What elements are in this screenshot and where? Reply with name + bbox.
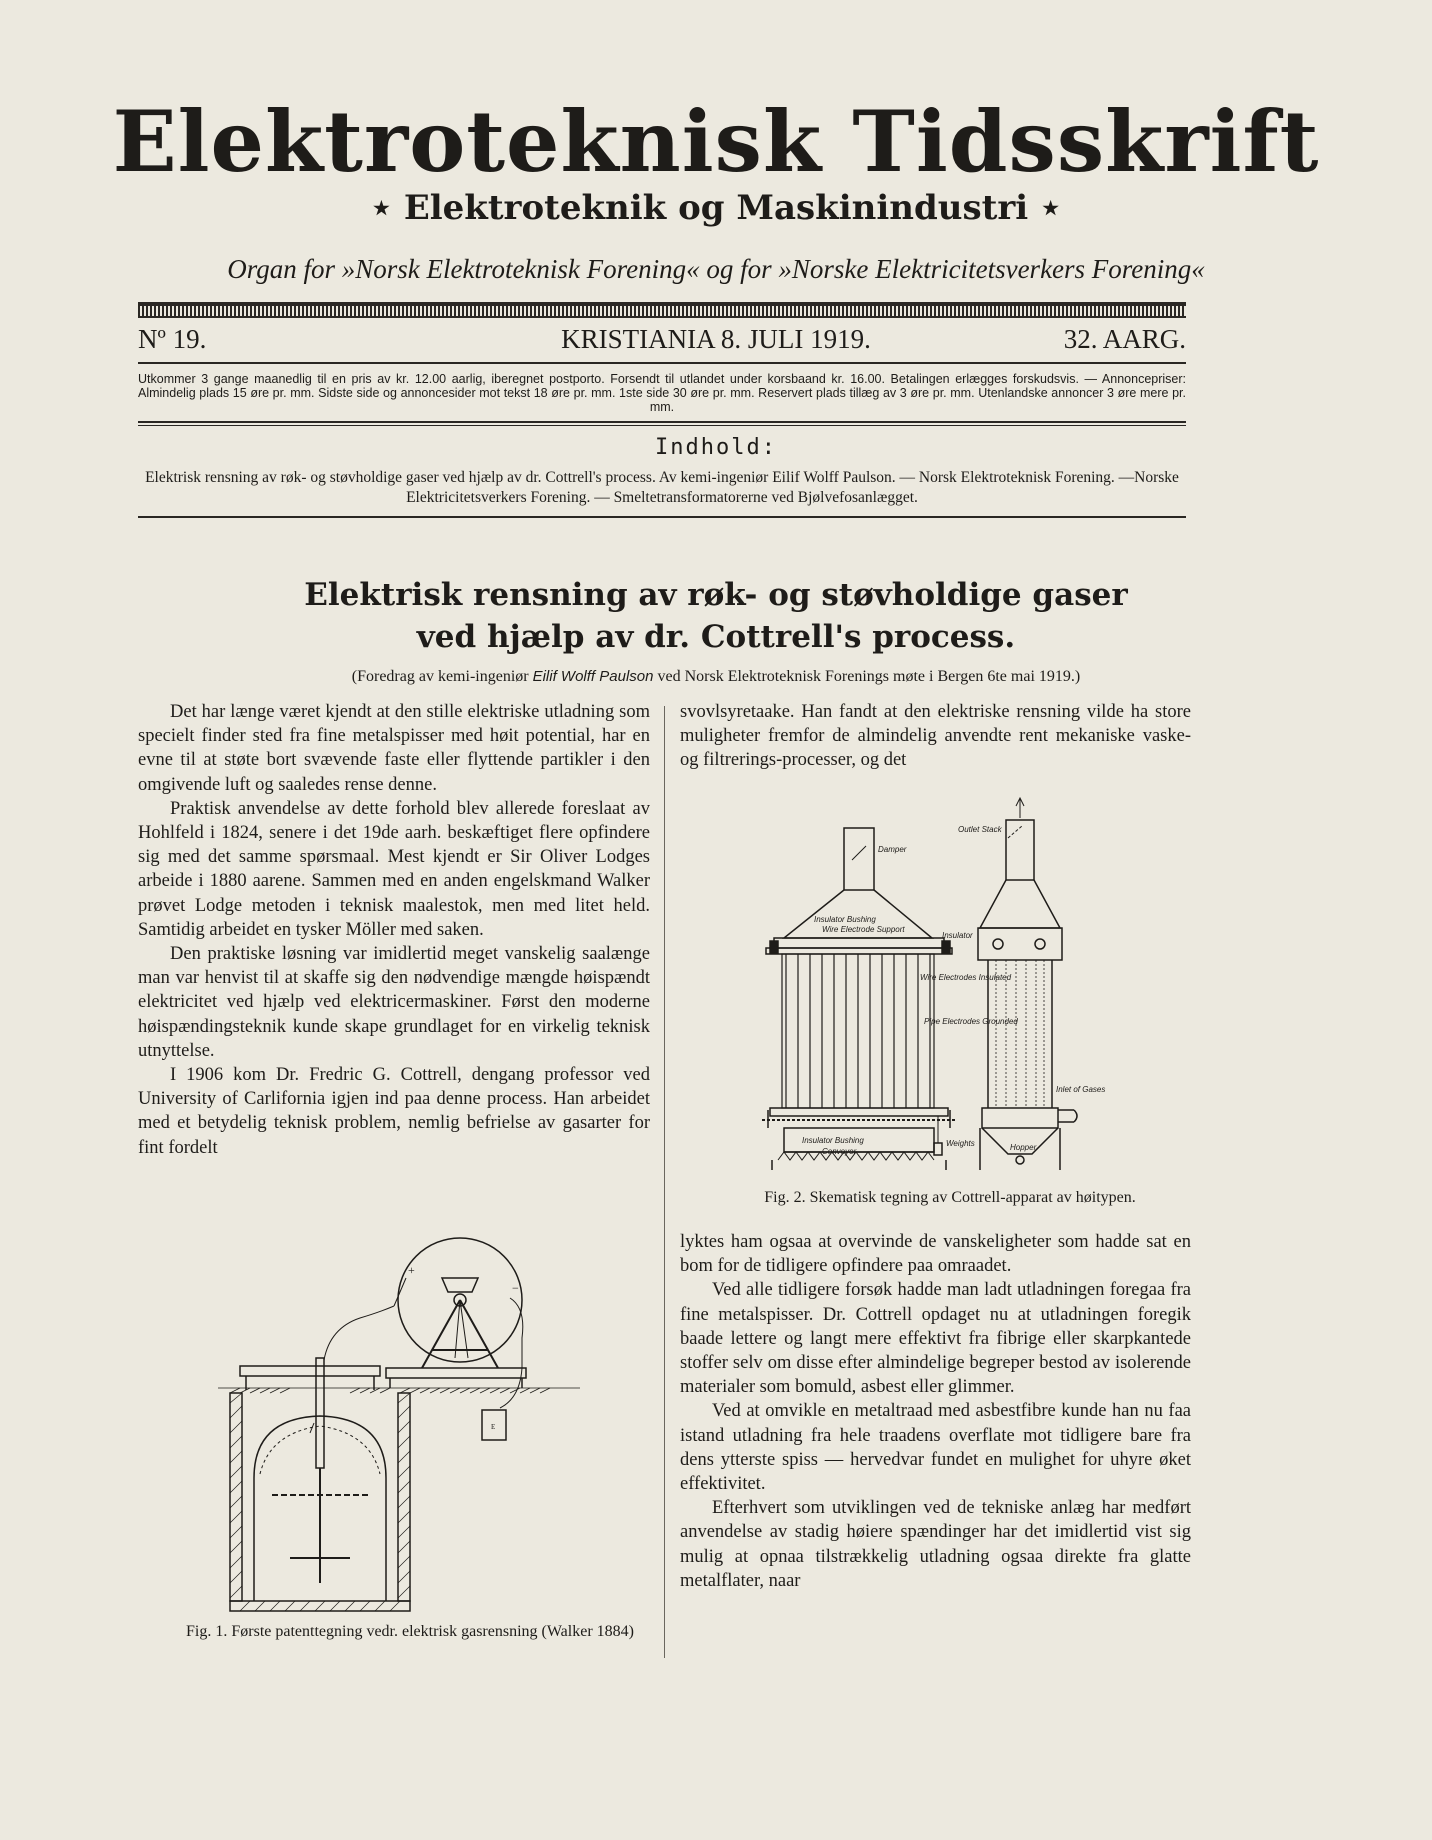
masthead-title: Elektroteknisk Tidsskrift: [112, 92, 1320, 191]
article-title-line-1: Elektrisk rensning av røk- og støvholdige gaser: [304, 577, 1128, 613]
right-column-top: [680, 700, 1191, 773]
figure-1-caption: Fig. 1. Første patenttegning vedr. elektrisk gasrensning (Walker 1884): [186, 1623, 634, 1640]
fig2-label-outlet-stack: Outlet Stack: [958, 825, 1002, 834]
fig2-label-inlet: Inlet of Gases: [1056, 1085, 1106, 1094]
hatched-rule: [138, 302, 1186, 318]
column-divider: [664, 706, 665, 1658]
paragraph: lyktes ham ogsaa at overvinde de vanskeligheter som hadde sat en bom for de tidligere opfindere paa omraadet.: [680, 1232, 1191, 1277]
right-column-bottom: [680, 1230, 1191, 1593]
paragraph: Den praktiske løsning var imidlertid meget vanskelig saalænge man var henvist til at skaffe sig den nødvendige mængde høispændt elektricitet ved hjælp ved elektricermaskiner. Først den moderne høispændingsteknik kunde skape grundlaget for en virkelig teknisk utnyttelse.: [138, 944, 650, 1061]
issue-place-date: KRISTIANIA 8. JULI 1919.: [561, 324, 871, 354]
figure-1-illustration: [210, 1228, 580, 1618]
paragraph: svovlsyretaake. Han fandt at den elektriske rensning vilde ha store muligheter fremfor de almindelig anvendte rent mekaniske vaske- og filtrerings-processer, og det: [680, 702, 1191, 771]
fig2-label-weights: Weights: [946, 1139, 975, 1148]
figure-2-illustration: [762, 798, 1192, 1180]
issue-volume: 32. AARG.: [1063, 324, 1186, 354]
fig1-e-label: E: [491, 1423, 496, 1431]
fig2-label-wire-electrode-support: Wire Electrode Support: [822, 925, 905, 934]
paragraph: Ved at omvikle en metaltraad med asbestfibre kunde han nu faa istand utladning fra hele traadens overflate mot tidligere bare fra dens ytterste spiss — hervedvar fundet en mulighet for uhyre øket effektivitet.: [680, 1401, 1191, 1495]
fig2-label-hopper: Hopper: [1010, 1143, 1037, 1152]
masthead-subtitle: ⋆ Elektroteknik og Maskinindustri ⋆: [370, 188, 1062, 228]
contents-text: Elektrisk rensning av røk- og støvholdige gaser ved hjælp av dr. Cottrell's process. Av kemi-ingeniør Eilif Wolff Paulson. — Norsk Elektroteknisk Forening. —Norske Elektricitetsverkers Forening. — Smeltetransformatorerne ved Bjølvefosanlægget.: [145, 469, 1179, 506]
fig2-label-insulator-bushing-bottom: Insulator Bushing: [802, 1136, 864, 1145]
paragraph: Efterhvert som utviklingen ved de tekniske anlæg har medført anvendelse av stadig høiere spændinger har det imidlertid vist sig mulig at opnaa tilstrækkelig utladning ogsaa direkte fra glatte metalflater, naar: [680, 1498, 1191, 1591]
paragraph: I 1906 kom Dr. Fredric G. Cottrell, dengang professor ved University of Carlifornia igjen ind paa denne process. Han arbeidet med et betydelig teknisk problem, nemlig befrielse av gasarter for fint fordelt: [138, 1065, 650, 1158]
fig2-label-pipe-electrodes: Pipe Electrodes Grounded: [924, 1017, 1018, 1026]
paragraph: Det har længe været kjendt at den stille elektriske utladning som specielt finder sted fra fine metalspisser med høit potential, har en evne til at støte bort svævende faste eller flyttende partikler i den omgivende luft og saaledes rense denne.: [138, 702, 650, 795]
article-title-line-2: ved hjælp av dr. Cottrell's process.: [416, 619, 1016, 655]
divider: [138, 362, 1186, 364]
figure-2-caption: Fig. 2. Skematisk tegning av Cottrell-apparat av høitypen.: [764, 1189, 1136, 1206]
paragraph: Ved alle tidligere forsøk hadde man ladt utladningen foregaa fra fine metalspisser. Dr. Cottrell opdaget nu at utladningen foregik baade lettere og langt mere effektivt fra fibrige eller skarpkantede stoffer selv om disse efter almindelige begreper bestod av isolerende materialer som bomuld, asbest eller glimmer.: [680, 1280, 1191, 1398]
issue-number: Nº 19.: [138, 324, 207, 354]
paragraph: Praktisk anvendelse av dette forhold blev allerede foreslaat av Hohlfeld i 1824, senere i det 19de aarh. beskæftiget flere opfindere sig med det samme spørsmaal. Mest kjendt er Sir Oliver Lodges arbeide i 1880 aarene. Sammen med en anden engelskmand Walker prøvet Lodge metoden i teknisk maalestok, men med litet held. Samtidig arbeidet en tysker Möller med saken.: [138, 798, 650, 940]
byline-author: Eilif Wolff Paulson: [532, 668, 654, 685]
byline-suffix: ved Norsk Elektroteknisk Forenings møte i Bergen 6te mai 1919.): [657, 668, 1081, 685]
article-byline: [0, 666, 1432, 688]
divider: [138, 425, 1186, 426]
masthead-organ: Organ for »Norsk Elektroteknisk Forening« og for »Norske Elektricitetsverkers Forening«: [227, 254, 1205, 284]
divider: [138, 516, 1186, 518]
fig2-label-insulator-bushing: Insulator Bushing: [814, 915, 876, 924]
article-title: [0, 574, 1432, 658]
fig2-label-conveyor: Conveyor: [822, 1147, 857, 1156]
fig2-right-apparatus: [978, 798, 1077, 1170]
fig2-left-apparatus: [762, 828, 956, 1170]
contents-heading: Indhold:: [655, 435, 777, 460]
subscription-notice: Utkommer 3 gange maanedlig til en pris av kr. 12.00 aarlig, iberegnet postporto. Forsendt til utlandet under korsbaand kr. 16.00. Betalingen erlægges forskudsvis. — Annoncepriser: Almindelig plads 15 øre pr. mm. Sidste side og annoncesider mot tekst 18 øre pr. mm. 1ste side 30 øre pr. mm. Reservert plads tillæg av 3 øre pr. mm. Utenlandske annoncer 3 øre mere pr. mm.: [138, 372, 1186, 414]
fig2-label-wire-electrodes: Wire Electrodes Insulated: [920, 973, 1012, 982]
byline-prefix: (Foredrag av kemi-ingeniør: [351, 668, 529, 685]
fig2-label-damper: Damper: [878, 845, 907, 854]
fig1-plus-label: +: [408, 1263, 415, 1277]
divider: [138, 421, 1186, 423]
fig1-minus-label: −: [512, 1281, 519, 1295]
left-column: [138, 700, 650, 1160]
fig2-label-insulator: Insulator: [942, 931, 973, 940]
